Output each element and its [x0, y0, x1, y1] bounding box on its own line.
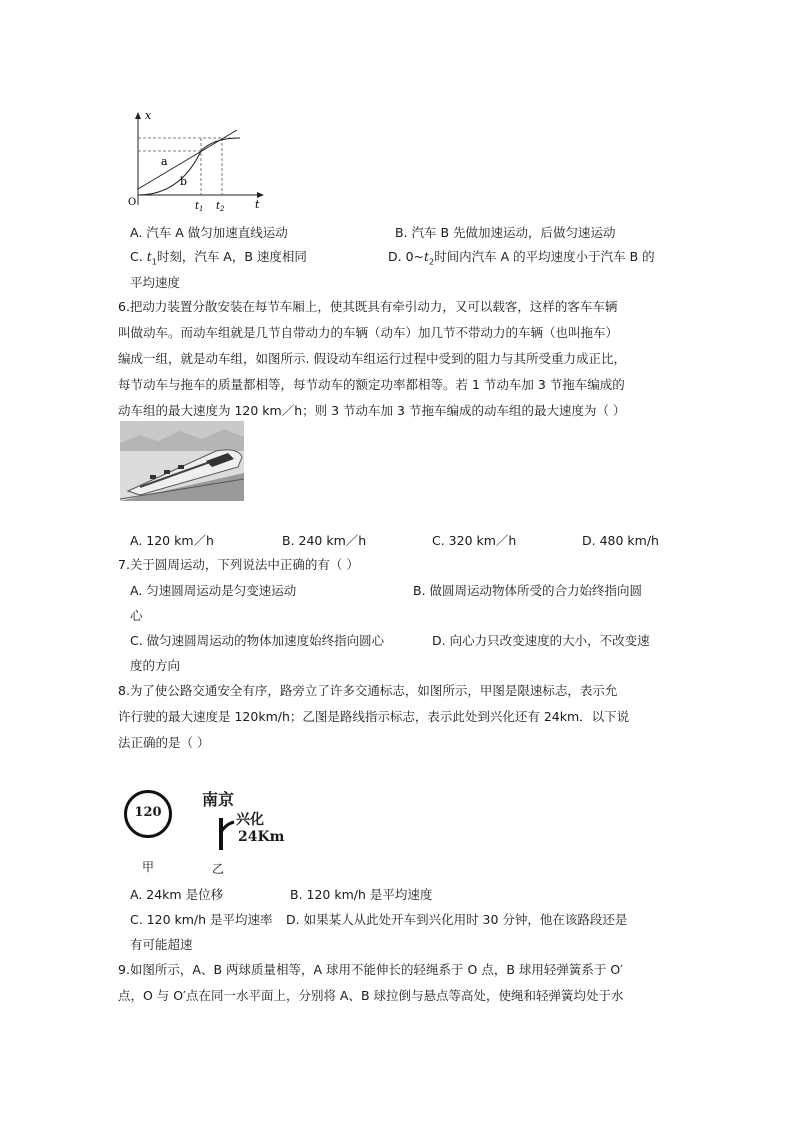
q7-stem: 7.关于圆周运动，下列说法中正确的有（ ）: [118, 557, 359, 572]
q6-line-1: 6.把动力装置分散安装在每节车厢上，使其既具有牵引动力，又可以载客，这样的客车车辆: [118, 299, 618, 314]
axis-x-label: x: [145, 109, 152, 122]
q5-option-d: D. $0\sim t_2$时间内汽车 A 的平均速度小于汽车 B 的: [388, 249, 655, 267]
q9-line-2: 点，O 与 O′点在同一水平面上，分别将 A、B 球拉倒与悬点等高处，使绳和轻弹簧均处于水: [118, 988, 624, 1003]
t2-label: $t_2$: [216, 201, 225, 213]
q7-option-a: A. 匀速圆周运动是匀变速运动: [130, 583, 297, 598]
y-axis-arrow-icon: [135, 112, 141, 119]
q7-option-d-cont: 度的方向: [130, 658, 181, 673]
curve-a-label: a: [161, 155, 168, 168]
q5-option-c: C. $t_1$时刻，汽车 A，B 速度相同: [130, 249, 307, 267]
q7-option-c: C. 做匀速圆周运动的物体加速度始终指向圆心: [130, 633, 385, 648]
q7-option-b: B. 做圆周运动物体所受的合力始终指向圆: [413, 583, 643, 598]
q6-option-d: D. 480 km/h: [582, 533, 659, 548]
q8-option-a: A. 24km 是位移: [130, 887, 224, 902]
q6-option-b: B. 240 km／h: [282, 533, 367, 548]
q8-option-b: B. 120 km/h 是平均速度: [290, 887, 433, 902]
q6-line-5: 动车组的最大速度为 120 km／h；则 3 节动车加 3 节拖车编成的动车组的最大速度为（ ）: [118, 403, 626, 418]
q7-option-d: D. 向心力只改变速度的大小，不改变速: [432, 633, 650, 648]
q9-line-1: 9.如图所示，A、B 两球质量相等，A 球用不能伸长的轻绳系于 O 点，B 球用轻弹簧系于 O′: [118, 962, 624, 977]
q8-line-2: 许行驶的最大速度是 120km/h；乙图是路线指示标志，表示此处到兴化还有 24km．以下说: [118, 709, 630, 724]
sign-city-nanjing: 南京: [202, 790, 235, 809]
q8-option-d: D. 如果某人从此处开车到兴化用时 30 分钟，他在该路段还是: [286, 912, 628, 927]
curve-b: [138, 138, 240, 195]
q8-option-d-cont: 有可能超速: [130, 937, 193, 952]
q8-line-3: 法正确的是（ ）: [118, 735, 210, 750]
q6-line-4: 每节动车与拖车的质量都相等，每节动车的额定功率都相等。若 1 节动车加 3 节拖车编成的: [118, 377, 625, 392]
sign-jia-label: 甲: [142, 860, 155, 874]
curve-b-label: b: [180, 175, 188, 188]
q5-option-d-cont: 平均速度: [130, 275, 181, 290]
q6-line-2: 叫做动车。而动车组就是几节自带动力的车辆（动车）加几节不带动力的车辆（也叫拖车）: [118, 325, 619, 340]
q7-option-b-cont: 心: [130, 608, 143, 623]
axis-t-label: t: [255, 198, 260, 211]
origin-label: O: [128, 197, 137, 208]
speed-limit-value: 120: [134, 805, 162, 820]
sign-city-xinghua: 兴化: [236, 812, 264, 828]
speed-limit-sign: [124, 790, 172, 838]
q6-option-a: A. 120 km／h: [130, 533, 214, 548]
sign-yi-label: 乙: [212, 862, 225, 876]
sign-distance: 24Km: [238, 829, 285, 845]
q8-line-1: 8.为了使公路交通安全有序，路旁立了许多交通标志，如图所示，甲图是限速标志，表示允: [118, 683, 618, 698]
q5-option-b: B. 汽车 B 先做加速运动，后做匀速运动: [395, 225, 616, 240]
t1-label: $t_1$: [195, 201, 204, 213]
q8-option-c: C. 120 km/h 是平均速率: [130, 912, 273, 927]
train-photo: [120, 421, 244, 501]
xt-graph: [125, 110, 265, 215]
q6-option-c: C. 320 km／h: [432, 533, 517, 548]
q5-option-a: A. 汽车 A 做匀加速直线运动: [130, 225, 288, 240]
q6-line-3: 编成一组，就是动车组，如图所示. 假设动车组运行过程中受到的阻力与其所受重力成正比，: [118, 351, 626, 366]
